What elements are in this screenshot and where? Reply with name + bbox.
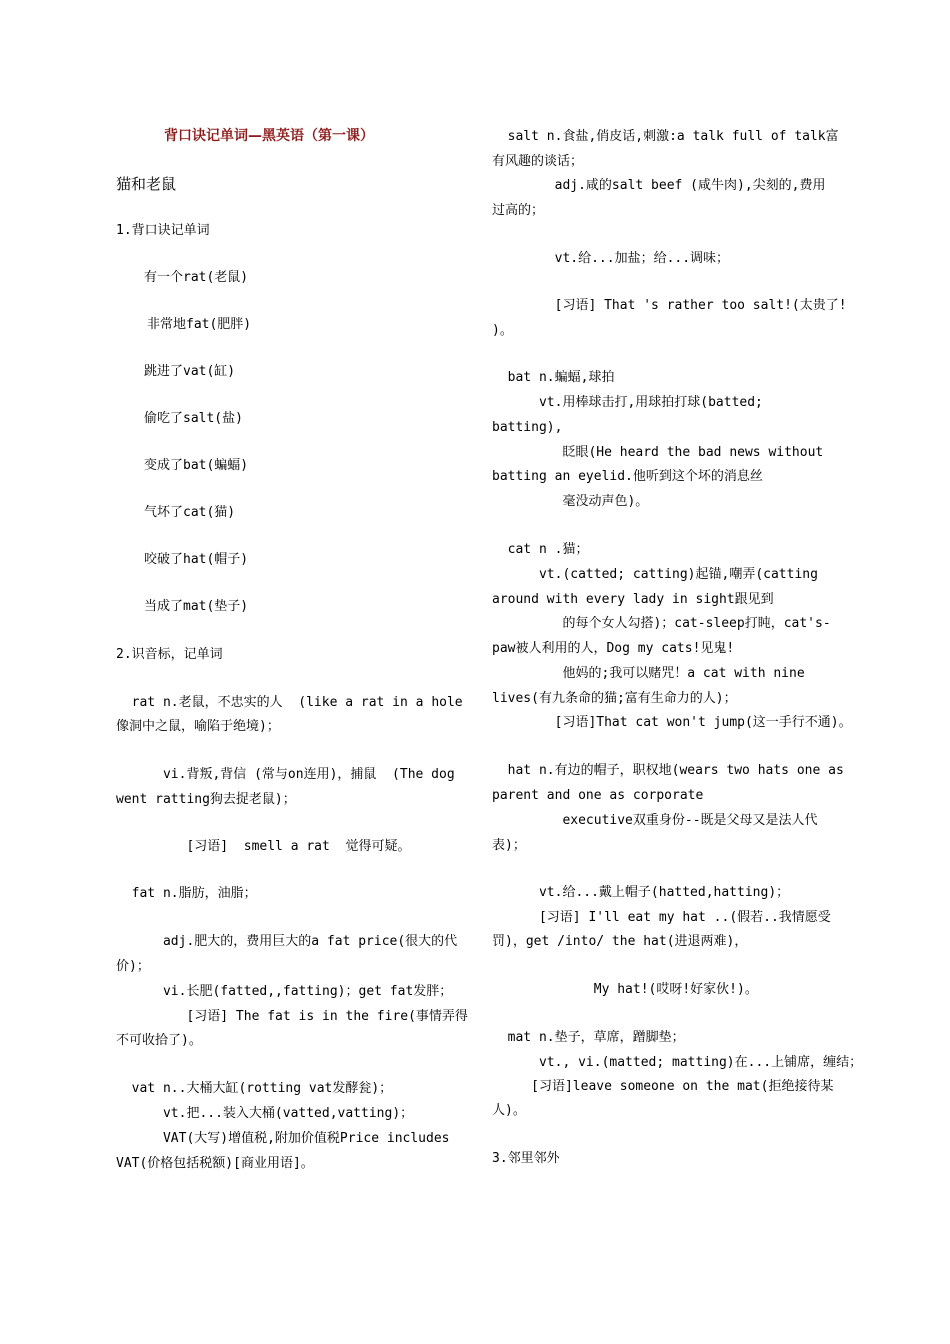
- entry-cat-line: 的每个女人勾搭)；cat-sleep打盹，cat's-: [492, 616, 831, 631]
- entry-fat-line: vi.长肥(fatted,,fatting)；get fat发胖；: [116, 984, 453, 999]
- entry-hat-line: hat n.有边的帽子，职权地(wears two hats one as: [492, 763, 844, 778]
- entry-vat-line: VAT(价格包括税额)[商业用语]。: [116, 1156, 314, 1171]
- entry-fat-line: [习语] The fat is in the fire(事情弄得: [116, 1009, 468, 1024]
- mnemonic-line: 气坏了cat(猫): [144, 505, 236, 520]
- entry-rat-line: vi.背叛,背信 (常与on连用)，捕鼠 (The dog: [116, 767, 455, 782]
- entry-rat-line: rat n.老鼠，不忠实的人 (like a rat in a hole: [116, 695, 463, 710]
- mnemonic-line: 变成了bat(蝙蝠): [144, 458, 249, 473]
- entry-salt-line: vt.给...加盐；给...调味；: [492, 251, 730, 266]
- entry-mat-line: mat n.垫子，草席，蹭脚垫；: [492, 1030, 685, 1045]
- entry-salt-line: salt n.食盐,俏皮话,刺激:a talk full of talk富: [492, 129, 839, 144]
- entry-salt-line: )。: [492, 323, 513, 338]
- entry-hat-line: [习语] I'll eat my hat ..(假若..我情愿受: [492, 910, 831, 925]
- entry-bat-line: bat n.蝙蝠,球拍: [492, 370, 615, 385]
- entry-cat-line: [习语]That cat won't jump(这一手行不通)。: [492, 715, 852, 730]
- mnemonic-line: 跳进了vat(缸): [144, 364, 236, 379]
- entry-vat-line: vat n..大桶大缸(rotting vat发酵瓮)；: [116, 1081, 393, 1096]
- entry-rat-line: went ratting狗去捉老鼠)；: [116, 792, 296, 807]
- entry-bat-line: batting),: [492, 420, 563, 435]
- mnemonic-line: 偷吃了salt(盐): [144, 411, 243, 426]
- entry-hat-line: vt.给...戴上帽子(hatted,hatting)；: [492, 885, 790, 900]
- entry-bat-line: batting an eyelid.他听到这个坏的消息丝: [492, 469, 763, 484]
- entry-salt-line: 有风趣的谈话；: [492, 154, 584, 169]
- lesson-subtitle: 猫和老鼠: [116, 175, 177, 193]
- entry-cat-line: paw被人利用的人，Dog my cats!见鬼!: [492, 641, 735, 656]
- mnemonic-line: 非常地fat(肥胖): [147, 317, 252, 332]
- section3-heading: 3.邻里邻外: [492, 1151, 560, 1166]
- entry-cat-line: lives(有九条命的猫;富有生命力的人)；: [492, 691, 737, 706]
- entry-hat-line: parent and one as corporate: [492, 788, 704, 803]
- entry-hat-line: My hat!(哎呀!好家伙!)。: [492, 982, 758, 997]
- entry-fat-line: adj.肥大的，费用巨大的a fat price(很大的代: [116, 934, 458, 949]
- entry-mat-line: 人)。: [492, 1103, 526, 1118]
- entry-salt-line: [习语] That 's rather too salt!(太贵了!: [492, 298, 847, 313]
- section2-heading: 2.识音标，记单词: [116, 647, 223, 662]
- entry-rat-line: 像洞中之鼠，喻陷于绝境)；: [116, 719, 280, 734]
- entry-salt-line: 过高的；: [492, 203, 545, 218]
- entry-fat-line: 价)；: [116, 959, 150, 974]
- entry-rat-line: [习语] smell a rat 觉得可疑。: [116, 839, 411, 854]
- entry-vat-line: VAT(大写)增值税,附加价值税Price includes: [116, 1131, 450, 1146]
- entry-vat-line: vt.把...装入大桶(vatted,vatting)；: [116, 1106, 414, 1121]
- entry-cat-line: vt.(catted; catting)起锚,嘲弄(catting: [492, 567, 818, 582]
- entry-bat-line: vt.用棒球击打,用球拍打球(batted;: [492, 395, 763, 410]
- entry-hat-line: 罚)，get /into/ the hat(进退两难)，: [492, 934, 748, 949]
- entry-bat-line: 眨眼(He heard the bad news without: [492, 445, 824, 460]
- entry-hat-line: 表)；: [492, 838, 526, 853]
- page-title: 背口诀记单词—黑英语（第一课）: [164, 128, 374, 144]
- mnemonic-line: 有一个rat(老鼠): [144, 270, 249, 285]
- mnemonic-line: 咬破了hat(帽子): [144, 552, 249, 567]
- section1-heading: 1.背口诀记单词: [116, 223, 210, 238]
- entry-fat-line: fat n.脂肪，油脂；: [116, 886, 257, 901]
- entry-cat-line: 他妈的;我可以赌咒！a cat with nine: [492, 666, 805, 681]
- mnemonic-line: 当成了mat(垫子): [144, 599, 249, 614]
- entry-bat-line: 毫没动声色)。: [492, 494, 649, 509]
- entry-hat-line: executive双重身份--既是父母又是法人代: [492, 813, 818, 828]
- entry-cat-line: cat n .猫；: [492, 542, 589, 557]
- entry-cat-line: around with every lady in sight跟见到: [492, 592, 774, 607]
- entry-mat-line: vt., vi.(matted; matting)在...上铺席，缠结；: [492, 1055, 863, 1070]
- entry-fat-line: 不可收拾了)。: [116, 1033, 202, 1048]
- entry-salt-line: adj.咸的salt beef (咸牛肉),尖刻的,费用: [492, 178, 826, 193]
- entry-mat-line: [习语]leave someone on the mat(拒绝接待某: [492, 1079, 834, 1094]
